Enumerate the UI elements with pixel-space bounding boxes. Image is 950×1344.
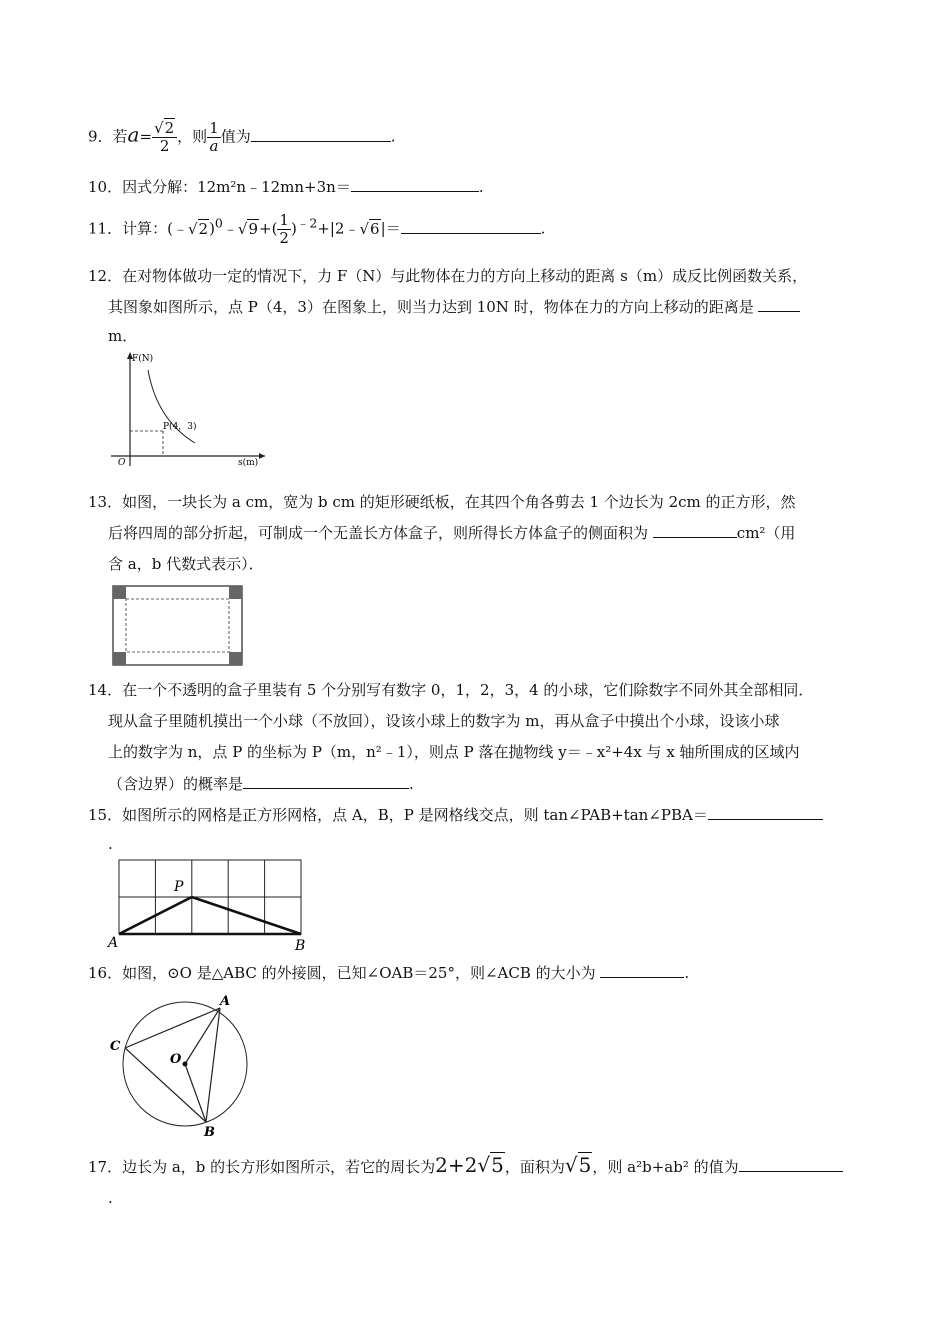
force-distance-graph: [105, 348, 270, 473]
grid-figure: [105, 855, 315, 955]
cardboard-figure: [112, 585, 244, 667]
segment-cb: [125, 1048, 206, 1122]
cardboard-outline: [113, 586, 242, 665]
question-17-line2: .: [108, 1189, 113, 1207]
answer-blank-17[interactable]: [739, 1156, 843, 1172]
square-grid: [119, 860, 301, 934]
answer-blank-12[interactable]: [758, 296, 800, 312]
corner-square: [229, 586, 242, 599]
x-axis-label: s(m): [238, 458, 259, 468]
point-b-label: B: [295, 938, 306, 954]
perimeter-expression: 2+2√5: [435, 1153, 504, 1177]
question-14-line1: 14．在一个不透明的盒子里装有 5 个分别写有数字 0，1，2，3，4 的小球，它们除数字不同外其全部相同．: [88, 681, 814, 699]
answer-blank-16[interactable]: [600, 962, 684, 978]
corner-square: [229, 652, 242, 665]
inverse-curve: [148, 370, 195, 443]
question-12-line1: 12．在对物体做功一定的情况下，力 F（N）与此物体在力的方向上移动的距离 s（m）成反比例函数关系，: [88, 267, 808, 285]
question-11: 11．计算：(﹣√2)$^0$﹣√9+( $\frac{1}{2}$ )$^{﹣2}$+|2﹣√6|＝ .: [88, 211, 546, 247]
segment-pb: [192, 897, 301, 934]
point-a-label: A: [108, 935, 119, 951]
area-expression: √5: [564, 1153, 592, 1177]
question-12-line3: m．: [108, 327, 138, 345]
corner-square: [113, 586, 126, 599]
question-15-line1: 15．如图所示的网格是正方形网格，点 A，B，P 是网格线交点，则 tan∠PAB+tan∠PBA＝: [88, 804, 823, 825]
answer-blank-9[interactable]: [251, 126, 391, 142]
point-o-label: O: [170, 1052, 182, 1067]
question-13-line3: 含 a，b 代数式表示）．: [108, 555, 264, 573]
segment-ob: [185, 1064, 206, 1122]
question-15-line2: .: [108, 835, 113, 853]
question-16-line1: 16．如图，⊙O 是△ABC 的外接圆，已知∠OAB＝25°，则∠ACB 的大小为 .: [88, 964, 690, 982]
segment-ca: [125, 1008, 220, 1048]
fraction-1-over-a: $\frac{1}{a}$: [209, 119, 219, 155]
question-17-line1: 17．边长为 a，b 的长方形如图所示，若它的周长为2+2√5，面积为√5，则 a²b+ab² 的值为: [88, 1155, 843, 1177]
corner-square: [113, 652, 126, 665]
answer-blank-15[interactable]: [708, 804, 823, 820]
question-14-line2: 现从盒子里随机摸出一个小球（不放回），设该小球上的数字为 m，再从盒子中摸出个小球，设该小球: [108, 712, 780, 730]
point-p-label: P(4，3): [163, 422, 197, 432]
point-p-label: P: [174, 879, 184, 895]
answer-blank-11[interactable]: [401, 218, 541, 234]
origin-label: O: [118, 458, 126, 468]
x-axis-arrow-icon: [259, 453, 265, 459]
point-c-label: C: [110, 1039, 121, 1054]
question-14-line3: 上的数字为 n，点 P 的坐标为 P（m，n²﹣1），则点 P 落在抛物线 y＝﹣x²+4x 与 x 轴所围成的区域内: [108, 743, 800, 761]
answer-blank-14[interactable]: [243, 773, 409, 789]
point-a-label: A: [220, 994, 231, 1009]
circle-figure: [105, 988, 255, 1138]
fraction-root2-over-2: $\frac{√2}{2}$: [152, 120, 177, 155]
answer-blank-13[interactable]: [653, 522, 737, 538]
question-13-line1: 13．如图，一块长为 a cm，宽为 b cm 的矩形硬纸板，在其四个角各剪去 1 个边长为 2cm 的正方形，然: [88, 493, 796, 511]
question-9: 9．若a= $\frac{√2}{2}$ ，则 $\frac{1}{a}$ 值为 .: [88, 119, 396, 155]
segment-ab: [206, 1008, 220, 1122]
answer-blank-10[interactable]: [351, 176, 479, 192]
center-point: [183, 1062, 188, 1067]
question-13-line2: 后将四周的部分折起，可制成一个无盖长方体盒子，则所得长方体盒子的侧面积为 cm²（用: [108, 524, 796, 542]
question-12-line2: 其图象如图所示，点 P（4，3）在图象上，则当力达到 10N 时，物体在力的方向上移动的距离是: [108, 296, 800, 317]
question-14-line4: （含边界）的概率是 .: [108, 775, 414, 793]
y-axis-label: F(N): [132, 354, 154, 364]
point-b-label: B: [204, 1125, 215, 1138]
question-10: 10．因式分解：12m²n﹣12mn+3n＝ .: [88, 178, 484, 196]
